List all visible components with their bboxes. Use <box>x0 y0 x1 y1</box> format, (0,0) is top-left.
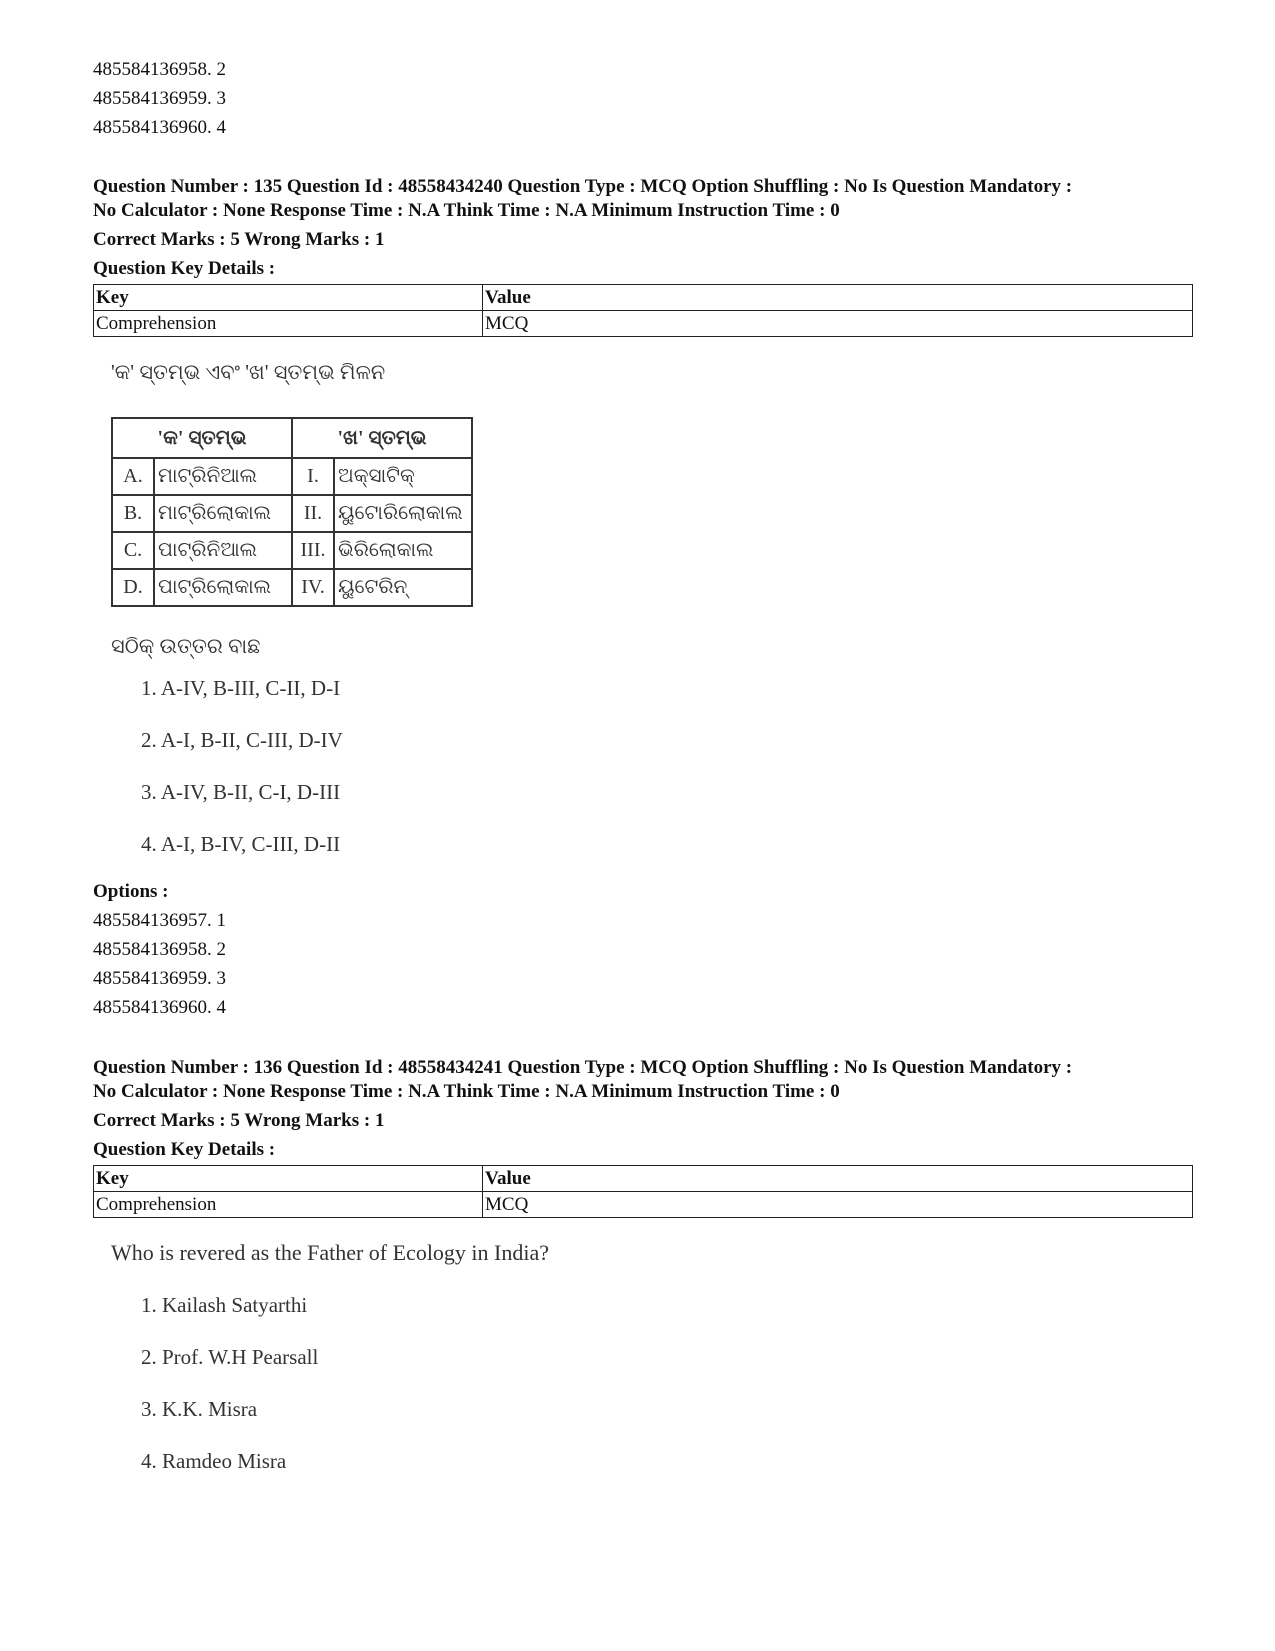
table-row <box>94 311 1193 337</box>
right-num: II. <box>292 495 334 532</box>
right-num: I. <box>292 458 334 495</box>
left-text: ମାଟ୍ରିନିଆଲ <box>154 458 292 495</box>
options-label: Options : <box>93 881 169 902</box>
key-header: Key <box>94 285 483 311</box>
prev-options-list <box>93 55 1193 142</box>
table-row <box>112 495 472 532</box>
match-table <box>111 417 473 607</box>
page-content <box>93 55 1193 1476</box>
marks-line: Correct Marks : 5 Wrong Marks : 1 <box>93 229 385 250</box>
left-num: B. <box>112 495 154 532</box>
left-text: ପାଟ୍ରିଲୋକାଲ <box>154 569 292 606</box>
column-kh-header: 'ଖ' ସ୍ତମ୍ଭ <box>292 418 472 458</box>
table-row <box>94 1192 1193 1218</box>
right-text: ଅକ୍ସାଟିକ୍ <box>334 458 472 495</box>
answer-choice: 2. Prof. W.H Pearsall <box>141 1345 319 1369</box>
question-136 <box>93 1056 1193 1476</box>
question-instruction: 'କ' ସ୍ତମ୍ଭ ଏବଂ 'ଖ' ସ୍ତମ୍ଭ ମିଳନ <box>111 360 386 384</box>
key-header: Key <box>94 1166 483 1192</box>
option-id: 485584136960. 4 <box>93 997 226 1018</box>
marks-line: Correct Marks : 5 Wrong Marks : 1 <box>93 1110 385 1131</box>
column-k-header: 'କ' ସ୍ତମ୍ଭ <box>112 418 292 458</box>
answer-choice: 1. Kailash Satyarthi <box>141 1293 308 1317</box>
option-id: 485584136958. 2 <box>93 59 226 80</box>
left-num: C. <box>112 532 154 569</box>
option-id: 485584136958. 2 <box>93 939 226 960</box>
key-details-label: Question Key Details : <box>93 1139 276 1160</box>
table-row <box>94 1166 1193 1192</box>
value-cell: MCQ <box>483 1192 1193 1218</box>
question-135 <box>93 175 1193 1022</box>
answer-choice: 4. Ramdeo Misra <box>141 1449 287 1473</box>
key-cell: Comprehension <box>94 311 483 337</box>
answer-choice: 1. A-IV, B-III, C-II, D-I <box>141 676 341 700</box>
answer-choice: 3. A-IV, B-II, C-I, D-III <box>141 780 341 804</box>
right-text: ଭିରିଲୋକାଲ <box>334 532 472 569</box>
key-details-table <box>93 1165 1193 1218</box>
key-details-table <box>93 284 1193 337</box>
options-list <box>93 906 1193 1022</box>
value-header: Value <box>483 285 1193 311</box>
table-row <box>94 285 1193 311</box>
right-num: IV. <box>292 569 334 606</box>
answer-choice: 4. A-I, B-IV, C-III, D-II <box>141 832 341 856</box>
match-header-row <box>112 418 472 458</box>
table-row <box>112 458 472 495</box>
left-num: D. <box>112 569 154 606</box>
option-id: 485584136959. 3 <box>93 968 226 989</box>
question-body <box>93 1238 1193 1476</box>
key-cell: Comprehension <box>94 1192 483 1218</box>
option-id: 485584136959. 3 <box>93 88 226 109</box>
right-num: III. <box>292 532 334 569</box>
question-text: Who is revered as the Father of Ecology in India? <box>111 1240 550 1265</box>
answer-choice: 2. A-I, B-II, C-III, D-IV <box>141 728 343 752</box>
key-details-label: Question Key Details : <box>93 258 276 279</box>
question-header-line2: No Calculator : None Response Time : N.A Think Time : N.A Minimum Instruction Time : 0 <box>93 200 840 221</box>
table-row <box>112 532 472 569</box>
option-id: 485584136960. 4 <box>93 117 226 138</box>
left-text: ମାଟ୍ରିଲୋକାଲ <box>154 495 292 532</box>
question-header-line1: Question Number : 136 Question Id : 48558434241 Question Type : MCQ Option Shuffling : No Is Question Mandatory : <box>93 1057 1073 1078</box>
question-header-line2: No Calculator : None Response Time : N.A Think Time : N.A Minimum Instruction Time : 0 <box>93 1081 840 1102</box>
right-text: ୟୁଟୋରିଲୋକାଲ <box>334 495 472 532</box>
value-cell: MCQ <box>483 311 1193 337</box>
option-id: 485584136957. 1 <box>93 910 226 931</box>
left-num: A. <box>112 458 154 495</box>
table-row <box>112 569 472 606</box>
answer-choice: 3. K.K. Misra <box>141 1397 258 1421</box>
answer-choices <box>93 673 1193 859</box>
right-text: ୟୁଟେରିନ୍ <box>334 569 472 606</box>
choose-correct-answer: ସଠିକ୍ ଉତ୍ତର ବାଛ <box>111 634 261 658</box>
value-header: Value <box>483 1166 1193 1192</box>
question-header-line1: Question Number : 135 Question Id : 48558434240 Question Type : MCQ Option Shuffling : No Is Question Mandatory : <box>93 176 1073 197</box>
question-body <box>93 357 1193 859</box>
left-text: ପାଟ୍ରିନିଆଲ <box>154 532 292 569</box>
answer-choices <box>93 1290 1193 1476</box>
